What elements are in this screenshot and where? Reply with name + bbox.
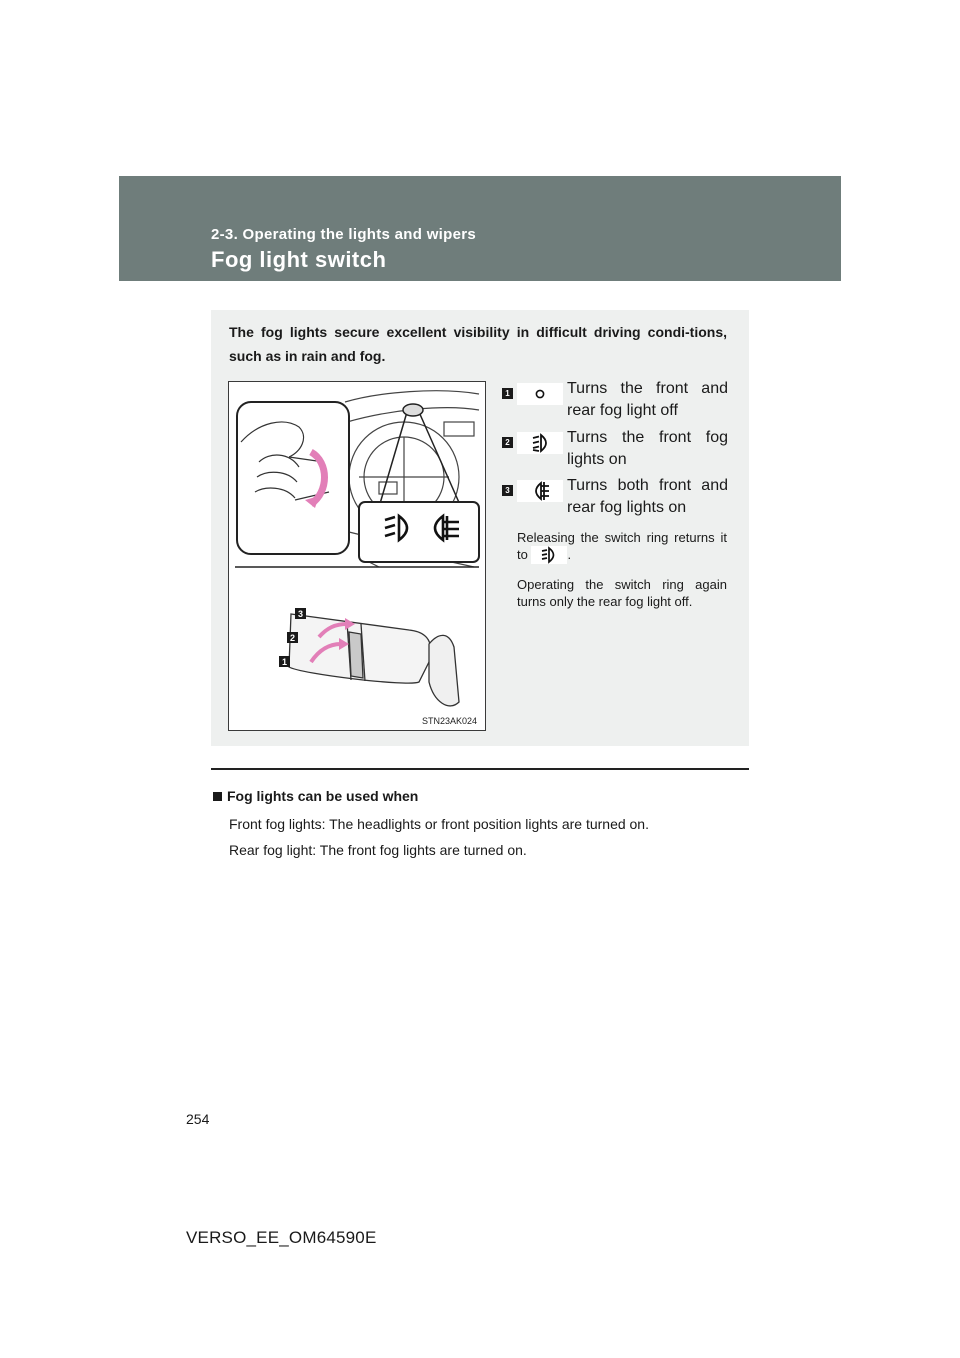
section-label: 2-3. Operating the lights and wipers: [211, 226, 477, 243]
step-text: Turns the front and rear fog light off: [567, 380, 728, 419]
callout-1: 1: [281, 657, 288, 667]
fog-switch-illustration: [228, 381, 486, 731]
step-2: [502, 429, 728, 478]
step-text: Turns both front and rear fog lights on: [567, 477, 728, 516]
front-fog-icon: [517, 432, 563, 454]
fog-off-icon: [517, 383, 563, 405]
usage-front: Front fog lights: The headlights or front position lights are turned on.: [229, 816, 649, 832]
page-title: Fog light switch: [211, 247, 387, 272]
release-note-end: .: [567, 547, 572, 562]
step-number: 3: [502, 485, 513, 496]
rear-fog-icon: [517, 480, 563, 502]
page-number: 254: [186, 1111, 210, 1127]
release-note-text: Releasing the switch ring returns it to: [517, 530, 727, 562]
usage-heading-text: Fog lights can be used when: [227, 788, 419, 804]
step-3: [502, 477, 728, 526]
step-text: Turns the front fog lights on: [567, 429, 728, 468]
document-code: VERSO_EE_OM64590E: [186, 1228, 377, 1247]
figure-code: STN23AK024: [421, 716, 477, 726]
step-1: [502, 380, 728, 429]
callout-3: 3: [297, 609, 304, 619]
bullet-icon: [213, 792, 222, 801]
callout-2: 2: [289, 633, 296, 643]
divider: [211, 768, 749, 770]
switch-drawing: [229, 382, 485, 730]
usage-rear: Rear fog light: The front fog lights are turned on.: [229, 842, 527, 858]
step-number: 1: [502, 388, 513, 399]
release-note: [517, 529, 727, 565]
again-note: Operating the switch ring again turns only the rear fog light off.: [517, 577, 727, 609]
step-number: 2: [502, 437, 513, 448]
intro-text: The fog lights secure excellent visibility in difficult driving condi-tions, such as in rain and fog.: [229, 324, 727, 364]
front-fog-icon: [531, 546, 567, 564]
usage-heading: [213, 788, 418, 804]
